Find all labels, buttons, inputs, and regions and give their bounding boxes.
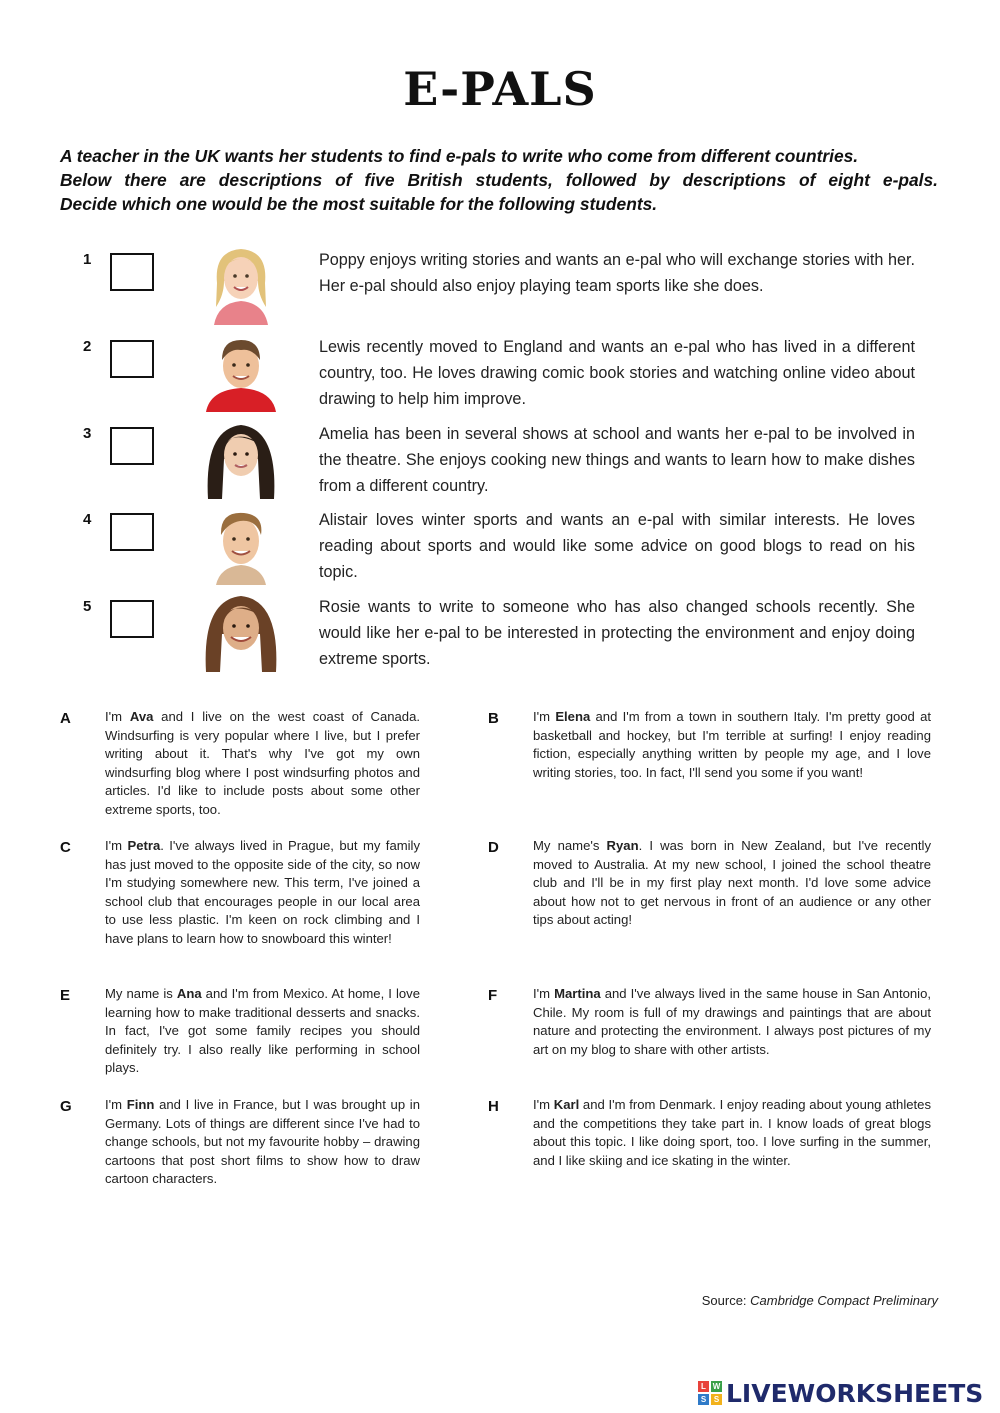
epal-letter: B	[488, 710, 499, 727]
epal-letter: C	[60, 839, 71, 856]
student-photo-rosie	[200, 592, 282, 672]
epal-description: I'm Martina and I've always lived in the same house in San Antonio, Chile. My room is full of my drawings and paintings that are about nature and protecting the environment. I always post pictures of my art on my blog to share with other artists.	[533, 986, 931, 1057]
epal-name: Elena	[555, 709, 591, 724]
epal-letter: D	[488, 839, 499, 856]
instructions	[60, 144, 938, 216]
epal-letter: F	[488, 987, 498, 1004]
student-description: Poppy enjoys writing stories and wants an e-pal who will exchange stories with her. Her e-pal should also enjoy playing team sports like she does.	[319, 251, 915, 295]
student-number: 4	[83, 511, 92, 528]
student-number: 1	[83, 251, 92, 268]
epal-name: Finn	[126, 1097, 155, 1112]
epal-description: I'm Karl and I'm from Denmark. I enjoy reading about young athletes and the competitions they take part in. I know loads of great blogs about this topic. I like doing sport, too. I love surfing in the summer, and I like skiing and ice skating in the winter.	[533, 1097, 931, 1168]
liveworksheets-logo[interactable]	[698, 1376, 983, 1410]
page-title: E-PALS	[403, 62, 597, 116]
epal-description: My name's Ryan. I was born in New Zealand, but I've recently moved to Australia. At my new school, I joined the school theatre club and I'll be in my first play next month. I'd love some advice about how not to get nervous in front of an audience or any other tips about acting!	[533, 838, 931, 927]
answer-box-5[interactable]	[110, 600, 154, 638]
epal-description: I'm Finn and I live in France, but I was brought up in Germany. Lots of things are different since I've had to change schools, but not my favourite hobby – drawing cartoons that post short films to show how to draw cartoon characters.	[105, 1097, 420, 1186]
student-item	[0, 336, 1000, 416]
logo-text: LIVEWORKSHEETS	[726, 1378, 984, 1408]
answer-box-4[interactable]	[110, 513, 154, 551]
epal-letter: G	[60, 1098, 72, 1115]
epal-name: Ava	[129, 709, 154, 724]
student-item	[0, 509, 1000, 589]
student-number: 5	[83, 598, 92, 615]
epal-letter: H	[488, 1098, 499, 1115]
student-description: Alistair loves winter sports and wants an e-pal with similar interests. He loves reading about sports and would like some advice on good blogs to read on his topic.	[319, 511, 915, 581]
logo-mark-icon: L W S S	[698, 1381, 722, 1405]
student-photo-amelia	[200, 419, 282, 499]
epal-letter: E	[60, 987, 71, 1004]
student-photo-poppy	[200, 245, 282, 325]
student-number: 2	[83, 338, 92, 355]
instructions-line-3: Decide which one would be the most suitable for the following students.	[60, 194, 658, 214]
epal-description: I'm Ava and I live on the west coast of Canada. Windsurfing is very popular where I live, but I prefer writing about it. That's why I've got my own windsurfing blog where I post windsurfing photos and articles. I'd like to include posts about some other extreme sports, too.	[105, 709, 420, 817]
epal-name: Karl	[553, 1097, 580, 1112]
answer-box-2[interactable]	[110, 340, 154, 378]
student-item	[0, 249, 1000, 329]
student-description: Rosie wants to write to someone who has also changed schools recently. She would like her e-pal to be interested in protecting the environment and enjoy doing extreme sports.	[319, 598, 915, 668]
source-title: Cambridge Compact Preliminary	[750, 1293, 938, 1308]
epal-name: Martina	[554, 986, 601, 1001]
source-citation: Source: Cambridge Compact Preliminary	[701, 1293, 938, 1308]
answer-box-3[interactable]	[110, 427, 154, 465]
student-description: Amelia has been in several shows at school and wants her e-pal to be involved in the theatre. She enjoys cooking new things and wants to learn how to make dishes from a different country.	[319, 425, 915, 495]
epal-name: Ryan	[606, 838, 639, 853]
epal-letter: A	[60, 710, 71, 727]
answer-box-1[interactable]	[110, 253, 154, 291]
student-photo-alistair	[200, 505, 282, 585]
student-item	[0, 423, 1000, 503]
instructions-line-1: A teacher in the UK wants her students to find e-pals to write who come from different countries.	[60, 146, 859, 166]
instructions-line-2: Below there are descriptions of five British students, followed by descriptions of eight e-pals.	[60, 170, 938, 190]
student-photo-lewis	[200, 332, 282, 412]
epal-description: My name is Ana and I'm from Mexico. At home, I love learning how to make traditional desserts and snacks. In fact, I've got some family recipes you should definitely try. I also really like performing in school plays.	[105, 986, 420, 1075]
epal-name: Ana	[176, 986, 202, 1001]
student-item	[0, 596, 1000, 676]
student-number: 3	[83, 425, 92, 442]
epal-description: I'm Elena and I'm from a town in southern Italy. I'm pretty good at basketball and hockey, but I'm terrible at surfing! I enjoy reading fiction, especially anything written by people my age, and I love writing stories, too. In fact, I'll send you some if you want!	[533, 709, 932, 780]
epal-name: Petra	[127, 838, 161, 853]
student-description: Lewis recently moved to England and wants an e-pal who has lived in a different country, too. He loves drawing comic book stories and watching online video about drawing to help him improve.	[319, 338, 915, 408]
epal-description: I'm Petra. I've always lived in Prague, but my family has just moved to the opposite side of the city, so now I'm studying somewhere new. This term, I've joined a school club that encourages people in our local area to use less plastic. I'm keen on rock climbing and I have plans to learn how to snowboard this winter!	[105, 838, 421, 946]
